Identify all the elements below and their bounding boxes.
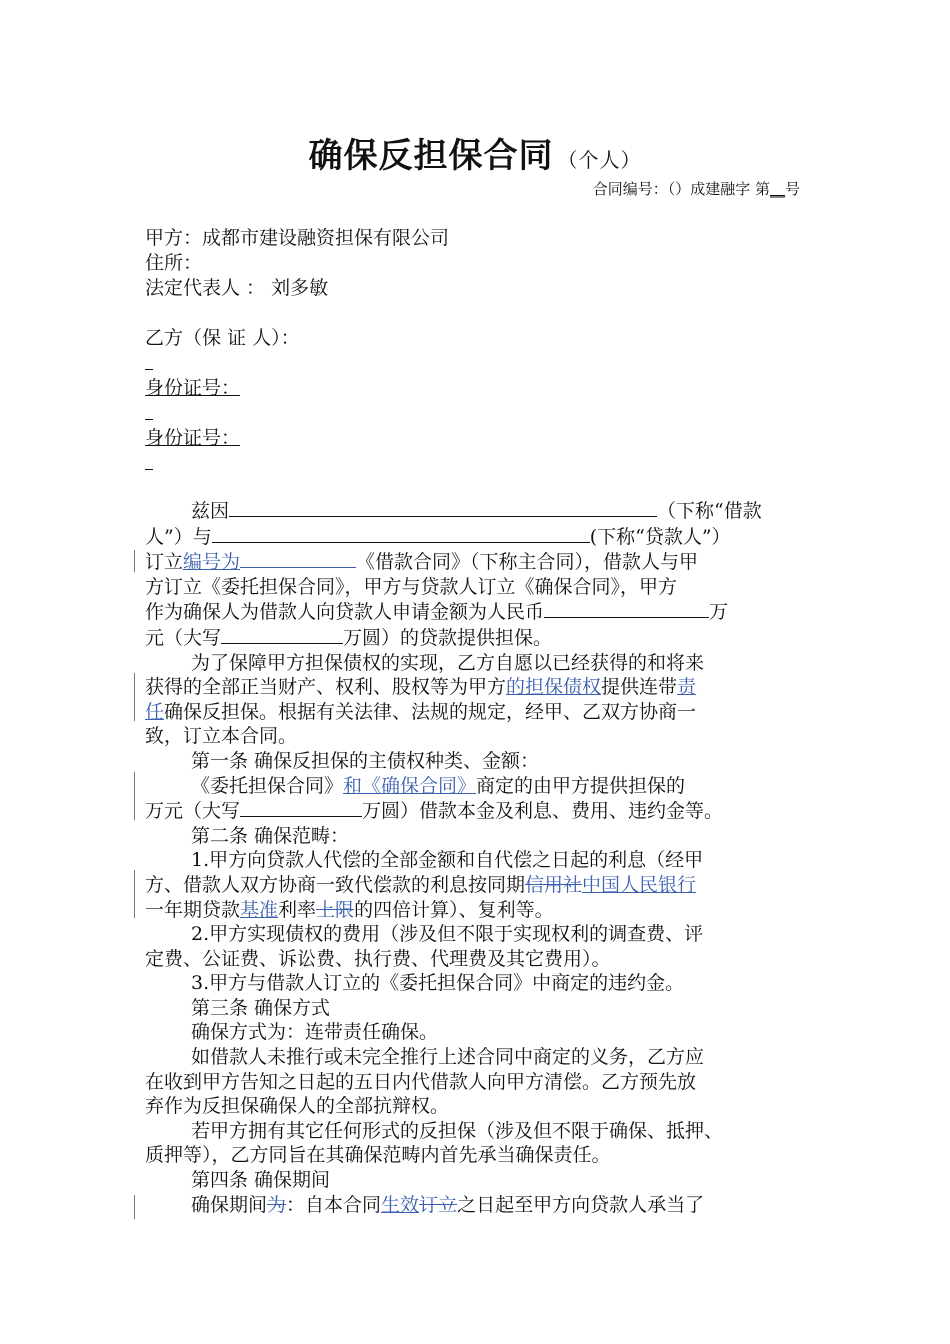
blank-mark bbox=[145, 468, 153, 470]
revision-bar bbox=[134, 1195, 135, 1219]
paragraph-line: 方订立《委托担保合同》，甲方与贷款人订立《确保合同》，甲方 bbox=[145, 575, 678, 598]
paragraph-line: 兹因 （下称“借款 bbox=[191, 500, 762, 522]
party-a-representative: 法定代表人 ： 刘多敏 bbox=[145, 277, 329, 299]
inserted-text: 基准 bbox=[240, 898, 279, 921]
paragraph-line: 作为确保人为借款人向贷款人申请金额为人民币 万 bbox=[145, 601, 729, 624]
paragraph-line: 1.甲方向贷款人代偿的全部金额和自代偿之日起的利息（经甲 bbox=[191, 849, 704, 872]
paragraph-line: 《委托担保合同》和《确保合同》商定的由甲方提供担保的 bbox=[191, 774, 686, 797]
blank-field bbox=[544, 599, 709, 618]
deleted-text: 订立 bbox=[419, 1193, 458, 1216]
paragraph-line: 获得的全部正当财产、权利、股权等为甲方的担保债权提供连带责 bbox=[145, 676, 697, 699]
deleted-text: 为 bbox=[267, 1193, 287, 1216]
paragraph-line: 2.甲方实现债权的费用（涉及但不限于实现权利的调查费、评 bbox=[191, 923, 704, 946]
blank-field bbox=[240, 549, 356, 568]
paragraph-line: 万元（大写 万圆）借款本金及利息、费用、违约金等。 bbox=[145, 800, 724, 823]
inserted-text: 责 bbox=[677, 676, 697, 699]
article-4-title: 第四条 确保期间 bbox=[191, 1169, 331, 1192]
blank-field bbox=[212, 524, 590, 543]
article-1-title: 第一条 确保反担保的主债权种类、金额： bbox=[191, 749, 540, 772]
party-b-id-2: 身份证号： bbox=[145, 427, 241, 449]
blank-mark bbox=[145, 368, 153, 370]
paragraph-line: 确保方式为：连带责任确保。 bbox=[191, 1021, 439, 1044]
blank-field bbox=[229, 498, 657, 517]
paragraph-line: 订立编号为 《借款合同》（下称主合同），借款人与甲 bbox=[145, 551, 699, 574]
contract-number-prefix: 合同编号：（）成建融字 第 bbox=[592, 180, 770, 198]
deleted-text: 上限 bbox=[316, 898, 355, 921]
paragraph-line: 弃作为反担保确保人的全部抗辩权。 bbox=[145, 1095, 450, 1118]
party-a-name: 甲方：成都市建设融资担保有限公司 bbox=[145, 227, 450, 249]
document-title bbox=[0, 128, 950, 177]
paragraph-line: 若甲方拥有其它任何形式的反担保（涉及但不限于确保、抵押、 bbox=[191, 1119, 724, 1142]
paragraph-line: 一年期贷款基准利率上限的四倍计算）、复利等。 bbox=[145, 898, 554, 921]
inserted-text: 任 bbox=[145, 700, 165, 723]
blank-mark bbox=[145, 418, 153, 420]
blank-field bbox=[221, 625, 343, 644]
title-sub: （个人） bbox=[557, 148, 642, 172]
revision-bar bbox=[134, 870, 135, 918]
contract-number-blank: __ bbox=[769, 180, 785, 198]
title-main: 确保反担保合同 bbox=[308, 136, 554, 176]
contract-body bbox=[145, 498, 805, 1217]
paragraph-line: 3.甲方与借款人订立的《委托担保合同》中商定的违约金。 bbox=[191, 972, 685, 995]
party-a-address: 住所： bbox=[145, 252, 203, 274]
revision-bar bbox=[134, 550, 135, 572]
paragraph-line: 在收到甲方告知之日起的五日内代借款人向甲方清偿。乙方预先放 bbox=[145, 1070, 697, 1093]
inserted-text: 生效 bbox=[381, 1193, 420, 1216]
blank-field bbox=[240, 798, 362, 817]
inserted-text: 编号为 bbox=[183, 551, 241, 574]
paragraph-line: 定费、公证费、诉讼费、执行费、代理费及其它费用）。 bbox=[145, 947, 611, 970]
revision-bar bbox=[134, 673, 135, 721]
article-3-title: 第三条 确保方式 bbox=[191, 996, 331, 1019]
paragraph-line: 任确保反担保。根据有关法律、法规的规定，经甲、乙双方协商一 bbox=[145, 700, 697, 723]
paragraph-line: 为了保障甲方担保债权的实现，乙方自愿以已经获得的和将来 bbox=[191, 651, 705, 674]
party-b-label: 乙方（保 证 人）： bbox=[145, 327, 300, 349]
inserted-text: 的担保债权 bbox=[506, 676, 602, 699]
inserted-text: 中国人民银行 bbox=[582, 873, 697, 896]
deleted-text: 信用社 bbox=[525, 873, 583, 896]
contract-number bbox=[593, 178, 800, 199]
contract-number-suffix: 号 bbox=[784, 180, 800, 198]
paragraph-line: 质押等），乙方同旨在其确保范畴内首先承当确保责任。 bbox=[145, 1144, 611, 1167]
paragraph-line: 致，订立本合同。 bbox=[145, 725, 298, 748]
article-2-title: 第二条 确保范畴： bbox=[191, 824, 350, 847]
revision-bar bbox=[134, 772, 135, 820]
party-b-id-1: 身份证号： bbox=[145, 377, 241, 399]
paragraph-line: 元（大写 万圆）的贷款提供担保。 bbox=[145, 626, 553, 649]
paragraph-line: 确保期间为：自本合同生效订立之日起至甲方向贷款人承当了 bbox=[191, 1193, 705, 1216]
inserted-text: 和《确保合同》 bbox=[343, 774, 477, 797]
paragraph-line: 人”）与 (下称“贷款人”） bbox=[145, 525, 731, 548]
paragraph-line: 方、借款人双方协商一致代偿款的利息按同期信用社中国人民银行 bbox=[145, 873, 697, 896]
paragraph-line: 如借款人未推行或未完全推行上述合同中商定的义务，乙方应 bbox=[191, 1046, 705, 1069]
